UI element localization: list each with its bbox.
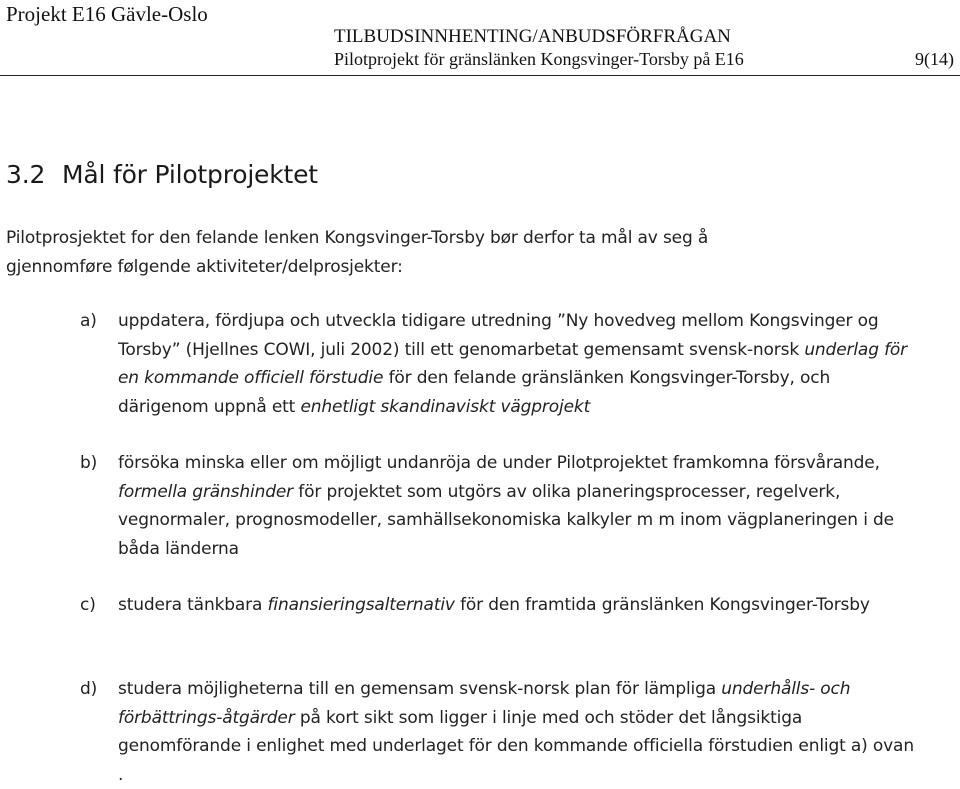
project-name: Projekt E16 Gävle-Oslo [6,2,208,26]
text-run: uppdatera, fördjupa och utveckla tidigare utredning ”Ny hovedveg mellom Kongsvinger og Torsby” (Hjellnes COWI, juli 2002) till ett genomarbetat gemensamt svensk-norsk [118,311,879,360]
emphasis-run: underhålls- och förbättrings-åtgärder [118,679,851,728]
emphasis-run: underlag för en kommande officiell förstudie [118,339,908,388]
document-title: TILBUDSINNHENTING/ANBUDSFÖRFRÅGAN [334,26,731,47]
intro-paragraph [6,224,906,281]
list-item-text [118,591,918,620]
section-heading [6,160,318,189]
intro-line-1: Pilotprosjektet for den felande lenken Kongsvinger-Torsby bør derfor ta mål av seg å [6,228,709,248]
text-run: för projektet som utgörs av olika planeringsprocesser, regelverk, vegnormaler, prognosmodeller, samhällsekonomiska kalkyler m m inom vägplaneringen i de båda länderna [118,481,894,559]
list-marker: c) [80,595,96,615]
emphasis-run: finansieringsalternativ [267,595,455,615]
list-marker: d) [80,679,98,699]
text-run: för den felande gränslänken Kongsvinger-Torsby, och därigenom uppnå ett [118,368,831,417]
header-divider [0,75,960,76]
page-number: 9(14) [915,49,954,69]
section-title: Mål för Pilotprojektet [62,160,318,189]
text-run: studera tänkbara [118,595,268,615]
text-run: försöka minska eller om möjligt undanröja de under Pilotprojektet framkomna försvårande, [118,453,880,473]
text-run: på kort sikt som ligger i linje med och stöder det långsiktiga genomförande i enlighet med underlaget för den kommande officiella förstudien enligt a) ovan . [118,707,914,785]
list-marker: b) [80,453,98,473]
emphasis-run: formella gränshinder [118,481,294,502]
document-subtitle: Pilotprojekt för gränslänken Kongsvinger-Torsby på E16 [334,49,744,69]
page-header [0,0,960,80]
text-run: för den framtida gränslänken Kongsvinger-Torsby [454,595,870,615]
list-marker: a) [80,311,97,331]
list-item-text [118,675,918,789]
list-item-text [118,307,918,421]
text-run: studera möjligheterna till en gemensam svensk-norsk plan för lämpliga [118,679,722,699]
list-item-text [118,449,918,563]
intro-line-2: gjennomføre følgende aktiviteter/delprosjekter: [6,256,403,277]
emphasis-run: enhetligt skandinaviskt vägprojekt [300,396,591,417]
section-number: 3.2 [6,160,46,189]
